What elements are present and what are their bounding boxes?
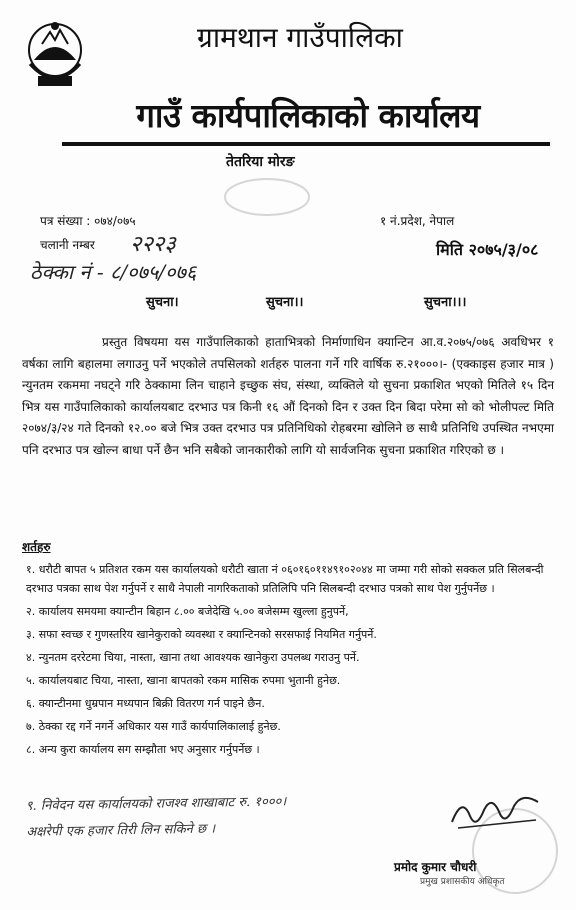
notice-paragraph bbox=[22, 332, 554, 461]
letter-number bbox=[40, 212, 136, 229]
condition-item: ४. न्युनतम दररेटमा चिया, नास्ता, खाना तथा आवश्यक खानेकुरा उपलब्ध गराउनु पर्ने. bbox=[26, 651, 360, 664]
handwritten-note bbox=[26, 786, 467, 846]
handwritten-note-line: ९. निवेदन यस कार्यालयको राजश्व शाखाबाट रु. १०००। bbox=[25, 794, 287, 814]
contract-number: ठेक्का नं - ८/०७५/०७६ bbox=[30, 260, 197, 284]
condition-item: ८. अन्य कुरा कार्यालय सग सम्झौता भए अनुसार गर्नुपर्नेछ । bbox=[26, 743, 260, 756]
letter-number-value: ०७४/०७५ bbox=[94, 214, 136, 228]
office-location: तेतरिया मोरङ bbox=[226, 154, 295, 170]
letter-number-label: पत्र संख्या : bbox=[40, 214, 91, 228]
signatory-title: प्रमुख प्रशासकीय अधिकृत bbox=[420, 877, 505, 887]
signatory-name: प्रमोद कुमार चौधरी bbox=[394, 860, 477, 874]
nepal-emblem-icon bbox=[24, 14, 86, 96]
conditions-list bbox=[26, 560, 556, 763]
dispatch-number-value: २२२३ bbox=[130, 232, 176, 257]
province-label: १ नं.प्रदेश, नेपाल bbox=[380, 214, 455, 228]
signature-icon bbox=[448, 792, 544, 832]
condition-item: २. कार्यालय समयमा क्यान्टीन बिहान ८.०० बजेदेखि ५.०० बजेसम्म खुल्ला हुनुपर्ने, bbox=[26, 605, 349, 618]
paragraph-text: प्रस्तुत विषयमा यस गाउँपालिकाको हाताभित्रको निर्माणाधिन क्यान्टिन आ.व.२०७५/०७६ अवधिभर १ वर्षका लागि बहालमा लगाउनु पर्ने भएकोले तपसिलको शर्तहरु पालना गर्ने गरि वार्षिक रु.२१०००।- (एक्काइस हजार मात्र ) न्युनतम रकममा नघट्ने गरि ठेक्कामा लिन चाहाने इच्छुक संघ, संस्था, व्यक्तिले यो सुचना प्रकाशित भएको मितिले १५ दिन भित्र यस गाउँपालिकाको कार्यालयबाट दरभाउ पत्र किनी १६ औं दिनको दिन र उक्त दिन बिदा परेमा सो को भोलीपल्ट मिति २०७४/३/२४ गते दिनको १२.०० बजे भित्र उक्त दरभाउ पत्र प्रतिनिधिको रोहबरमा खोलिने छ साथै प्रतिनिधि उपस्थित नभएमा पनि दरभाउ पत्र खोल्न बाधा पर्ने छैन भनि सबैको जानकारीको लागि यो सार्वजनिक सुचना प्रकाशित गरिएको छ । bbox=[22, 335, 554, 457]
conditions-title: शर्तहरु bbox=[22, 540, 51, 554]
municipality-name: ग्रामथान गाउँपालिका bbox=[197, 21, 403, 54]
dispatch-number-label: चलानी नम्बर bbox=[40, 238, 95, 252]
condition-item: ५. कार्यालयबाट चिया, नास्ता, खाना बापतको रकम मासिक रुपमा भुतानी हुनेछ. bbox=[26, 674, 341, 687]
date-field bbox=[436, 238, 539, 260]
condition-item: ७. ठेक्का रद्द गर्ने नगर्ने अधिकार यस गाउँ कार्यपालिकालाई हुनेछ. bbox=[26, 720, 281, 733]
date-label: मिति bbox=[436, 240, 463, 259]
condition-item: १. धरौटी बापत ५ प्रतिशत रकम यस कार्यालयको धरौटी खाता नं ०६०१६०११४९१०२०४४ मा जम्मा गरी सोको सक्कल प्रति सिलबन्दी दरभाउ पत्रका साथ पेश गर्नुपर्ने र साथै नेपाली नागरिकताको प्रतिलिपि पनि सिलबन्दी दरभाउ पत्रको साथ पेश गुर्नुपर्नेछ । bbox=[26, 563, 544, 595]
faded-stamp-icon bbox=[222, 176, 312, 218]
date-value: २०७५/३/०८ bbox=[468, 240, 539, 259]
office-title: गाउँ कार्यपालिकाको कार्यालय bbox=[136, 96, 480, 135]
notice-heading-2: सुचना।। bbox=[266, 295, 304, 310]
handwritten-note-line: अक्षरेपी एक हजार तिरी लिन सकिने छ । bbox=[26, 821, 216, 840]
header-divider bbox=[62, 142, 550, 146]
notice-heading-1: सुचना। bbox=[146, 295, 179, 310]
condition-item: ६. क्यान्टीनमा धुम्रपान मध्यपान बिक्री वितरण गर्न पाइने छैन. bbox=[26, 697, 265, 710]
notice-heading-3: सुचना।।। bbox=[424, 295, 467, 310]
condition-item: ३. सफा स्वच्छ र गुणस्तरिय खानेकुराको व्यवस्था र क्यान्टिनको सरसफाई नियमित गर्नुपर्ने. bbox=[26, 628, 377, 641]
